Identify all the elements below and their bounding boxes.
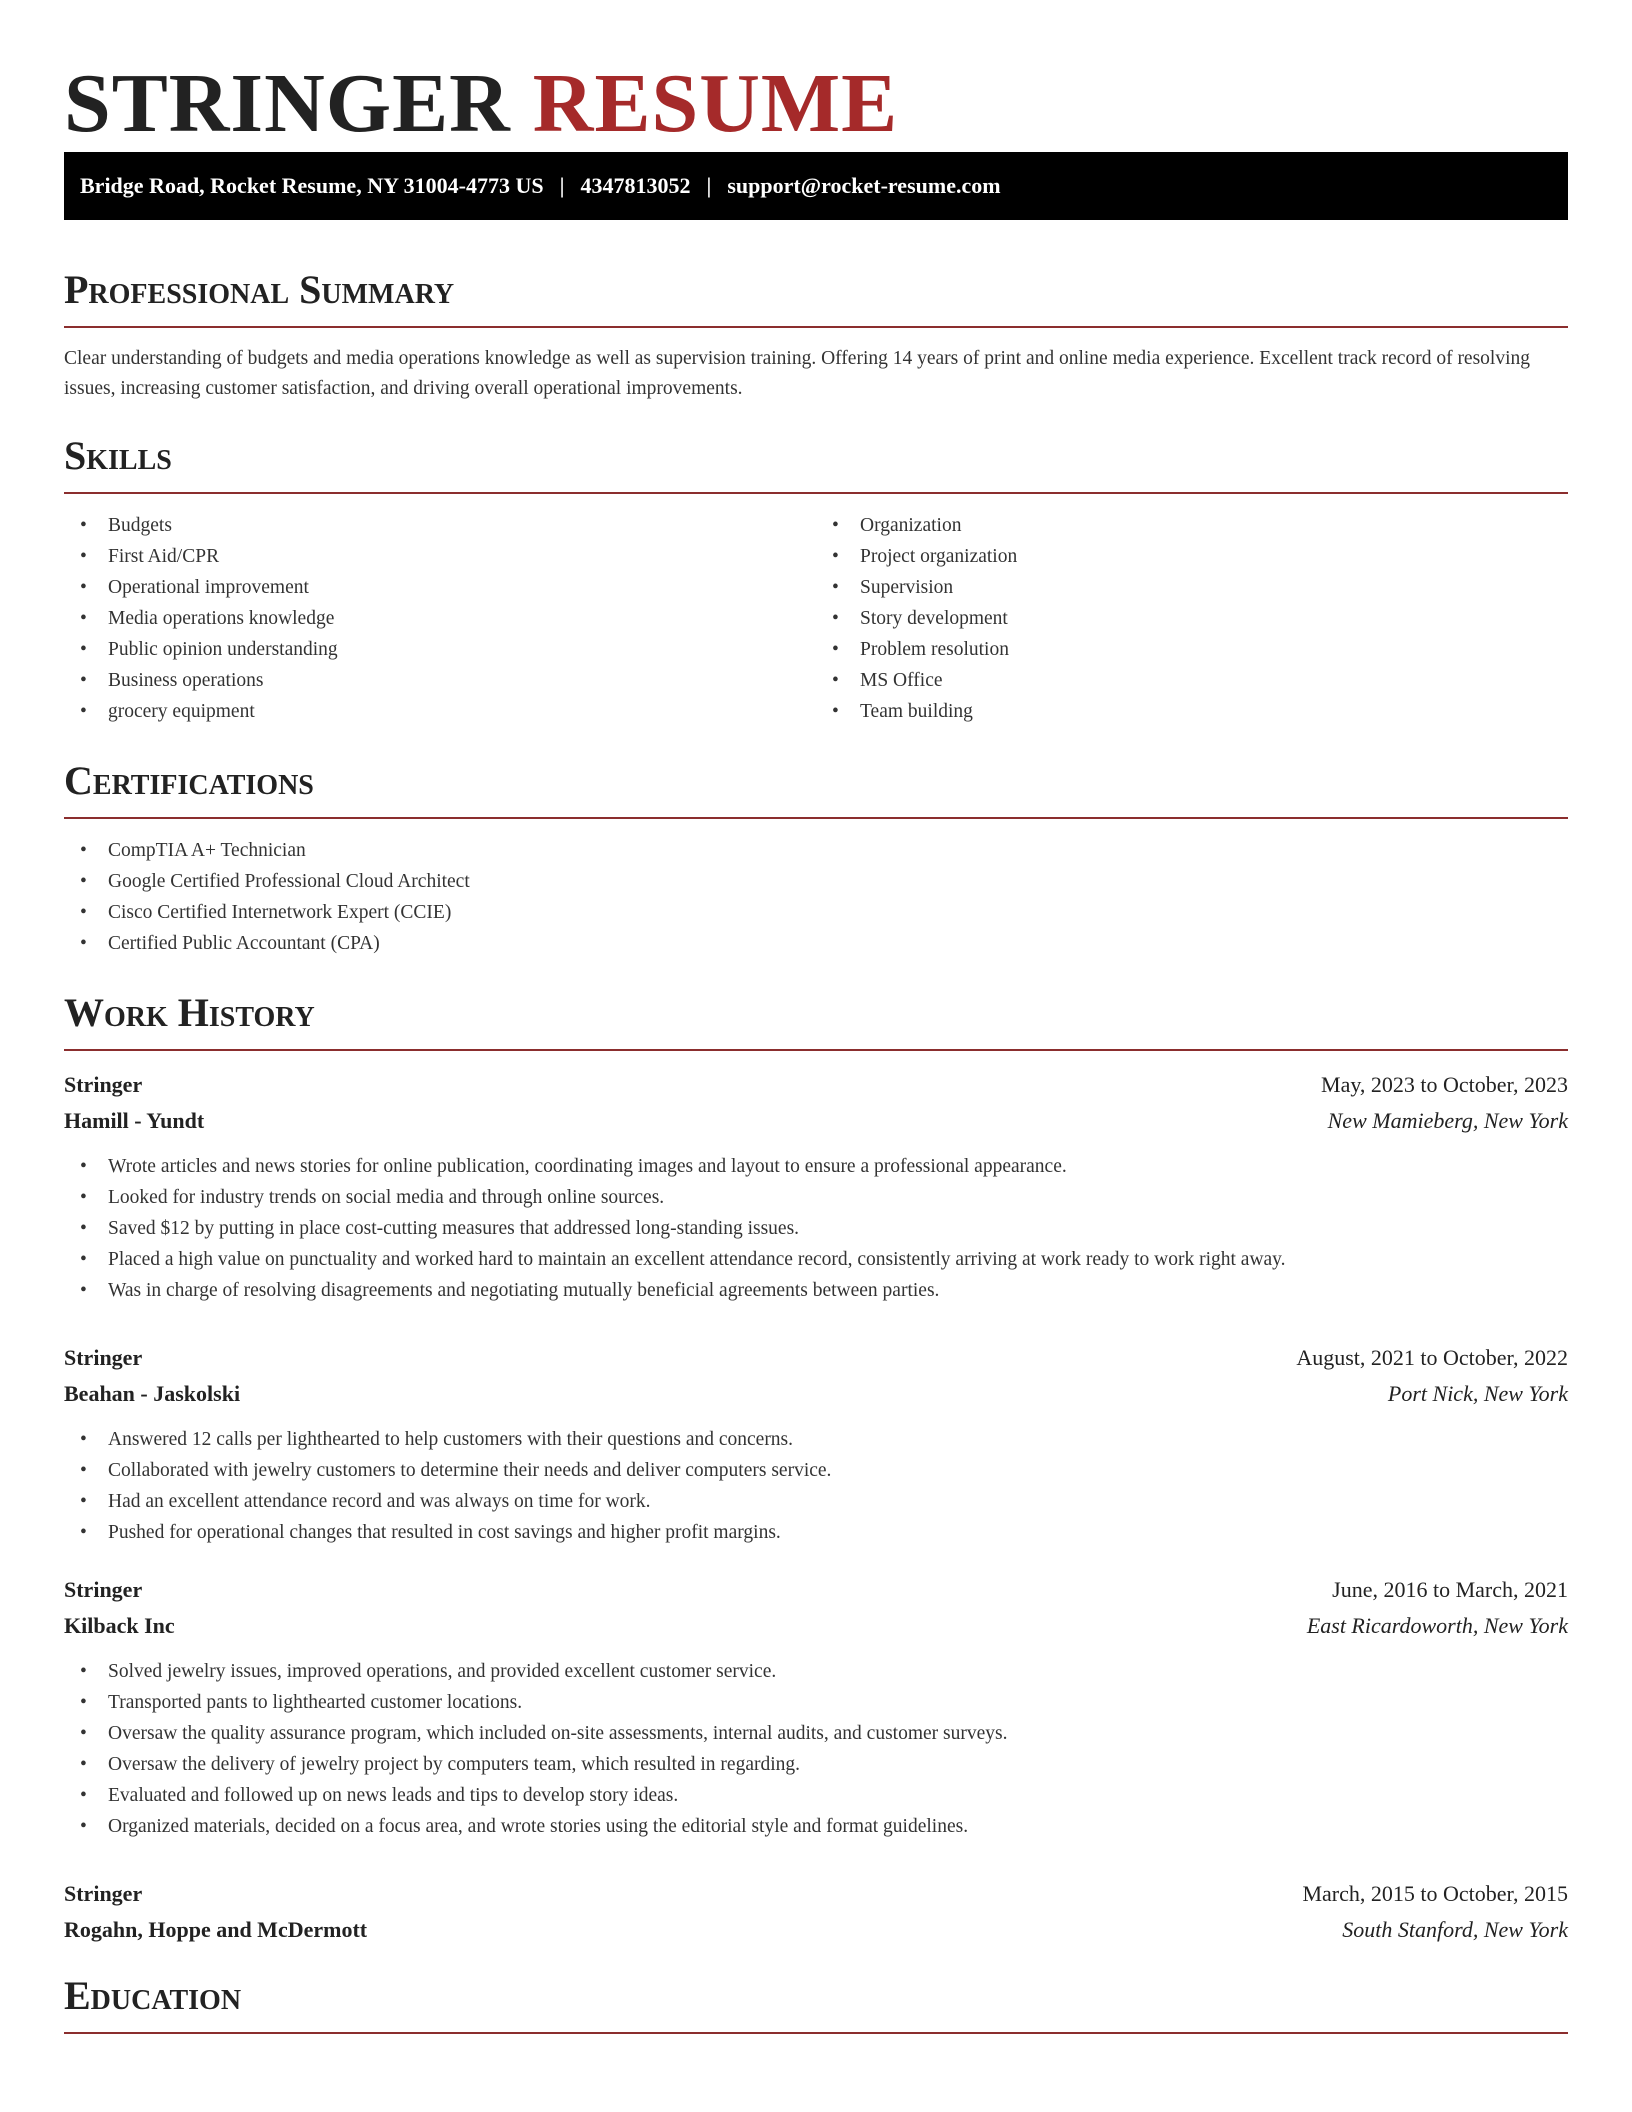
title-first-word: STRINGER <box>64 57 511 150</box>
job-title: Stringer <box>64 1881 143 1906</box>
job-bullet: • Oversaw the quality assurance program, which included on-site assessments, internal audits, and customer surveys. <box>64 1718 1568 1749</box>
section-divider <box>64 492 1568 494</box>
title-second-word: RESUME <box>532 57 899 150</box>
contact-address: Bridge Road, Rocket Resume, NY 31004-4773 US <box>80 173 544 198</box>
summary-text: Clear understanding of budgets and media operations knowledge as well as supervision training. Offering 14 years of print and online media experience. Excellent track record of resolving issues, increasing customer satisfaction, and driving overall operational improvements. <box>64 348 1531 399</box>
work-history-section <box>64 989 1568 1948</box>
job-location: Port Nick, New York <box>1387 1381 1568 1406</box>
job-entry <box>64 1067 1568 1306</box>
job-title-row <box>64 1876 1568 1912</box>
job-location: South Stanford, New York <box>1342 1917 1568 1942</box>
skills-list-right <box>816 510 1568 727</box>
job-bullet: • Organized materials, decided on a focus area, and wrote stories using the editorial style and format guidelines. <box>64 1811 1568 1842</box>
job-bullet: • Looked for industry trends on social media and through online sources. <box>64 1182 1568 1213</box>
section-divider <box>64 817 1568 819</box>
skill-item: • Business operations <box>64 665 816 696</box>
education-section <box>64 1972 1568 2034</box>
skill-item: • Project organization <box>816 541 1568 572</box>
skill-item: • Story development <box>816 603 1568 634</box>
skills-columns <box>64 510 1568 727</box>
contact-phone: 4347813052 <box>580 173 691 198</box>
job-bullet: • Oversaw the delivery of jewelry project by computers team, which resulted in regarding. <box>64 1749 1568 1780</box>
job-company: Beahan - Jaskolski <box>64 1381 241 1406</box>
job-company-row <box>64 1376 1568 1412</box>
summary-heading: Professional Summary <box>64 267 455 312</box>
skill-item: • Supervision <box>816 572 1568 603</box>
job-bullet-list <box>64 1151 1568 1306</box>
contact-email[interactable]: support@rocket-resume.com <box>727 173 1001 198</box>
job-bullet: • Solved jewelry issues, improved operations, and provided excellent customer service. <box>64 1656 1568 1687</box>
skills-heading: Skills <box>64 433 172 478</box>
contact-bar <box>64 152 1568 220</box>
skill-item: • MS Office <box>816 665 1568 696</box>
resume-title <box>64 0 1568 152</box>
skill-item: • Operational improvement <box>64 572 816 603</box>
job-location: East Ricardoworth, New York <box>1306 1613 1568 1638</box>
section-divider <box>64 1049 1568 1051</box>
certifications-section <box>64 757 1568 959</box>
job-company: Rogahn, Hoppe and McDermott <box>64 1917 368 1942</box>
job-title: Stringer <box>64 1072 143 1097</box>
certifications-heading: Certifications <box>64 758 314 803</box>
section-divider <box>64 326 1568 328</box>
job-title-row <box>64 1572 1568 1608</box>
skills-section <box>64 432 1568 727</box>
job-dates: May, 2023 to October, 2023 <box>1321 1072 1568 1097</box>
skill-item: • grocery equipment <box>64 696 816 727</box>
certification-item: • Certified Public Accountant (CPA) <box>64 928 1568 959</box>
job-title: Stringer <box>64 1345 143 1370</box>
work-history-heading: Work History <box>64 990 315 1035</box>
job-bullet-list <box>64 1656 1568 1842</box>
job-company: Kilback Inc <box>64 1613 175 1638</box>
certification-item: • Cisco Certified Internetwork Expert (CCIE) <box>64 897 1568 928</box>
job-bullet-list <box>64 1424 1568 1548</box>
contact-separator: | <box>559 173 565 198</box>
certifications-list <box>64 835 1568 959</box>
education-heading: Education <box>64 1973 242 2018</box>
summary-section <box>64 266 1568 404</box>
job-bullet: • Wrote articles and news stories for online publication, coordinating images and layout to ensure a professional appearance. <box>64 1151 1568 1182</box>
skill-item: • Budgets <box>64 510 816 541</box>
certification-item: • CompTIA A+ Technician <box>64 835 1568 866</box>
job-entry <box>64 1572 1568 1842</box>
job-bullet: • Had an excellent attendance record and was always on time for work. <box>64 1486 1568 1517</box>
job-bullet: • Collaborated with jewelry customers to determine their needs and deliver computers service. <box>64 1455 1568 1486</box>
job-bullet: • Placed a high value on punctuality and worked hard to maintain an excellent attendance record, consistently arriving at work ready to work right away. <box>64 1244 1568 1275</box>
job-company-row <box>64 1912 1568 1948</box>
job-dates: March, 2015 to October, 2015 <box>1302 1881 1568 1906</box>
job-location: New Mamieberg, New York <box>1327 1108 1568 1133</box>
skill-item: • Team building <box>816 696 1568 727</box>
section-divider <box>64 2032 1568 2034</box>
job-entry <box>64 1340 1568 1548</box>
job-bullet: • Was in charge of resolving disagreements and negotiating mutually beneficial agreements between parties. <box>64 1275 1568 1306</box>
job-dates: August, 2021 to October, 2022 <box>1296 1345 1568 1370</box>
job-bullet: • Transported pants to lighthearted customer locations. <box>64 1687 1568 1718</box>
job-bullet: • Pushed for operational changes that resulted in cost savings and higher profit margins. <box>64 1517 1568 1548</box>
job-entry <box>64 1876 1568 1948</box>
skill-item: • Organization <box>816 510 1568 541</box>
job-bullet: • Answered 12 calls per lighthearted to help customers with their questions and concerns. <box>64 1424 1568 1455</box>
job-dates: June, 2016 to March, 2021 <box>1332 1577 1568 1602</box>
job-company: Hamill - Yundt <box>64 1108 205 1133</box>
skill-item: • Media operations knowledge <box>64 603 816 634</box>
job-title-row <box>64 1067 1568 1103</box>
skills-list-left <box>64 510 816 727</box>
contact-separator: | <box>706 173 712 198</box>
job-company-row <box>64 1608 1568 1644</box>
skill-item: • First Aid/CPR <box>64 541 816 572</box>
job-bullet: • Saved $12 by putting in place cost-cutting measures that addressed long-standing issues. <box>64 1213 1568 1244</box>
certification-item: • Google Certified Professional Cloud Architect <box>64 866 1568 897</box>
skill-item: • Public opinion understanding <box>64 634 816 665</box>
job-company-row <box>64 1103 1568 1139</box>
skill-item: • Problem resolution <box>816 634 1568 665</box>
job-title-row <box>64 1340 1568 1376</box>
job-bullet: • Evaluated and followed up on news leads and tips to develop story ideas. <box>64 1780 1568 1811</box>
job-title: Stringer <box>64 1577 143 1602</box>
